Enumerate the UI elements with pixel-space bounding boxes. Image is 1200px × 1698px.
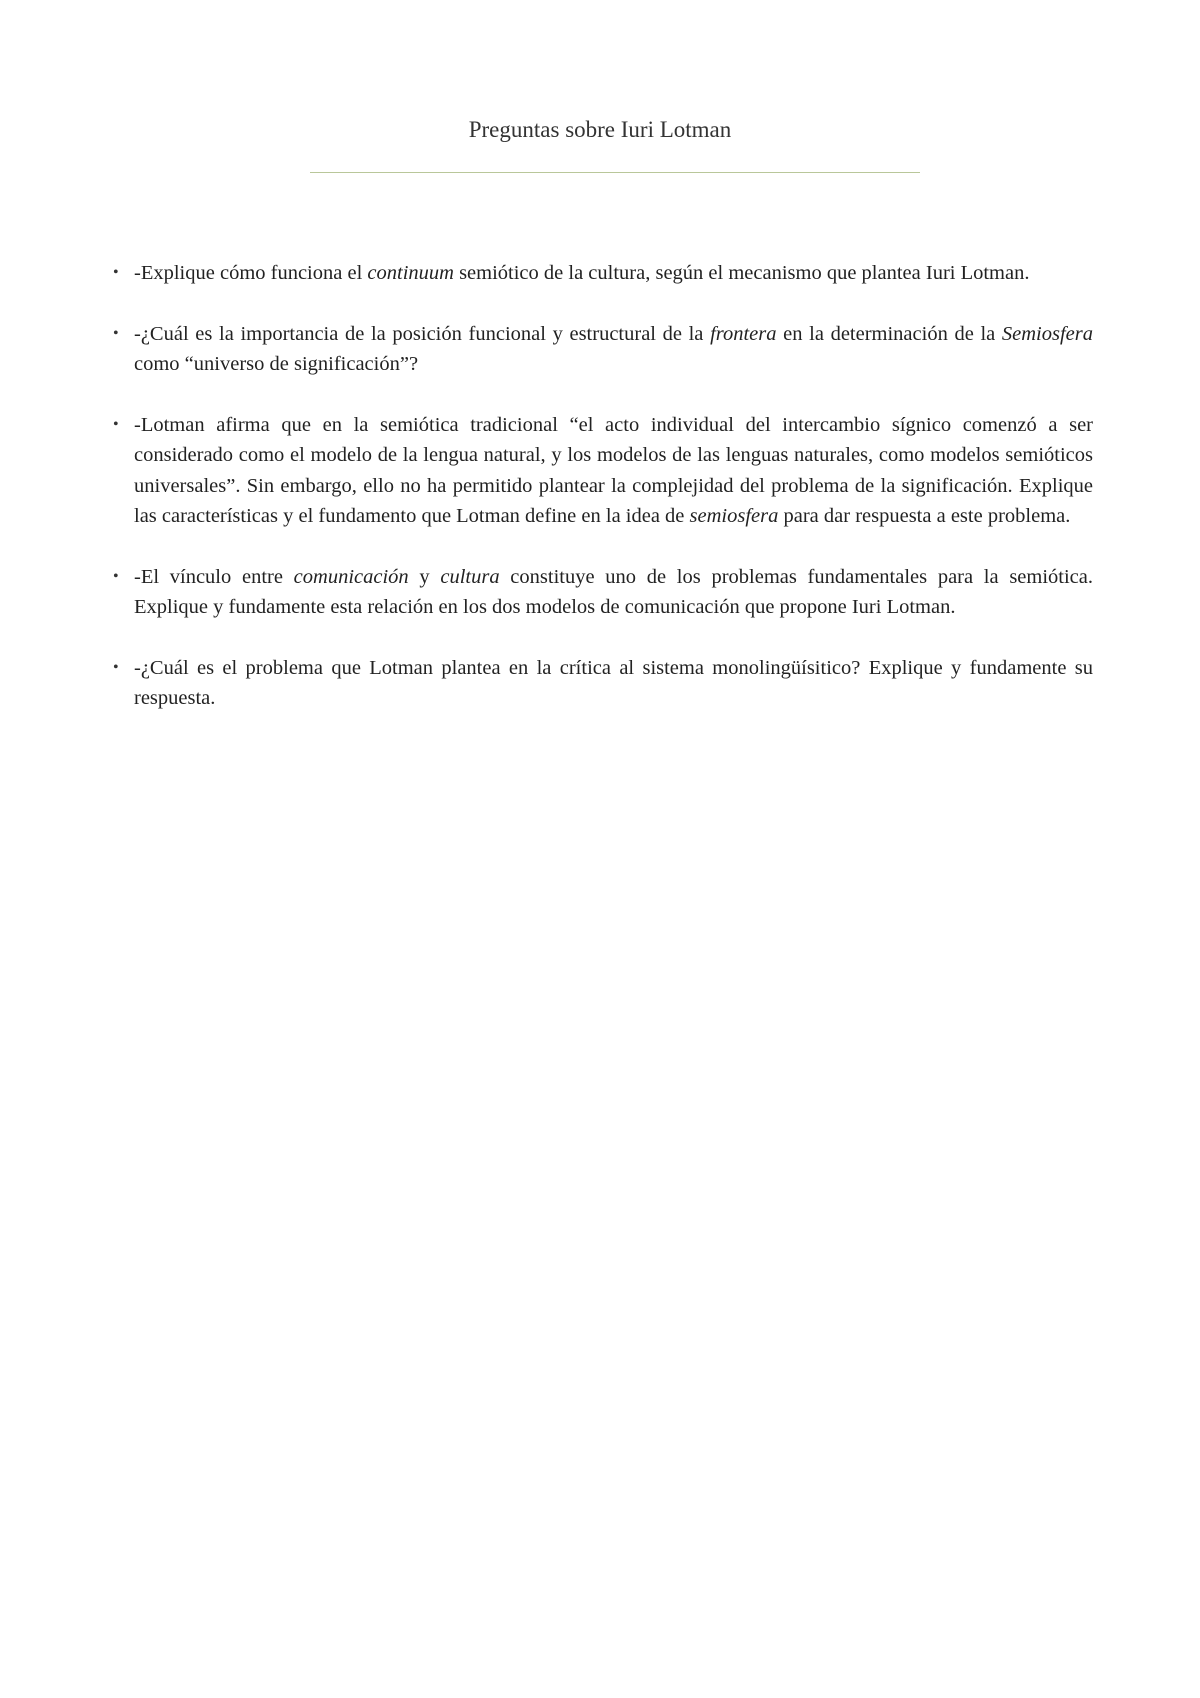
question-segment: como “universo de significación”? xyxy=(134,353,419,375)
question-item-1 xyxy=(113,258,1093,289)
question-text xyxy=(134,258,1093,289)
question-segment: constituye uno de los problemas fundamentales para la semiótica. Explique y fundamente esta relación en los dos modelos de comunicación que propone Iuri Lotman. xyxy=(134,565,1094,618)
bullet-icon: • xyxy=(113,324,119,342)
question-item-2 xyxy=(113,319,1093,380)
title-underline-divider xyxy=(310,172,920,173)
question-segment-italic: continuum xyxy=(367,262,454,284)
bullet-icon: • xyxy=(113,415,119,433)
question-item-3 xyxy=(113,410,1093,532)
question-segment: semiótico de la cultura, según el mecanismo que plantea Iuri Lotman. xyxy=(453,262,1030,284)
question-text xyxy=(134,410,1093,532)
question-segment-italic: semiosfera xyxy=(689,505,779,527)
question-list xyxy=(113,258,1093,744)
bullet-icon: • xyxy=(113,264,119,281)
question-segment: -¿Cuál es la importancia de la posición funcional y estructural de la xyxy=(134,322,711,345)
question-segment: -¿Cuál es el problema que Lotman plantea en la crítica al sistema monolingüísitico? Explique y fundamente su respuesta. xyxy=(134,656,1093,709)
bullet-icon: • xyxy=(113,658,119,676)
question-text xyxy=(134,319,1093,380)
question-segment: y xyxy=(408,565,441,588)
question-segment: para dar respuesta a este problema. xyxy=(778,505,1071,527)
question-item-5 xyxy=(113,653,1093,714)
page-title: Preguntas sobre Iuri Lotman xyxy=(468,117,732,142)
question-segment-italic: frontera xyxy=(710,322,777,345)
question-segment-italic: cultura xyxy=(440,565,500,588)
question-segment: -El vínculo entre xyxy=(134,565,294,588)
question-segment-italic: Semiosfera xyxy=(1001,322,1093,345)
question-segment: -Lotman afirma que en la semiótica tradicional “el acto individual del intercambio sígnico comenzó a ser considerado como el modelo de la lengua natural, y los modelos de las lenguas naturales, como modelos semióticos universales”. Sin embargo, ello no ha permitido plantear la complejidad del problema de la significación. Explique las características y el fundamento que Lotman define en la idea de xyxy=(134,413,1093,527)
question-text xyxy=(134,562,1093,623)
question-segment: en la determinación de la xyxy=(776,322,1002,345)
question-segment-italic: comunicación xyxy=(293,565,409,588)
question-segment: -Explique cómo funciona el xyxy=(134,262,368,284)
bullet-icon: • xyxy=(113,567,119,585)
question-text xyxy=(134,653,1093,714)
question-item-4 xyxy=(113,562,1093,623)
